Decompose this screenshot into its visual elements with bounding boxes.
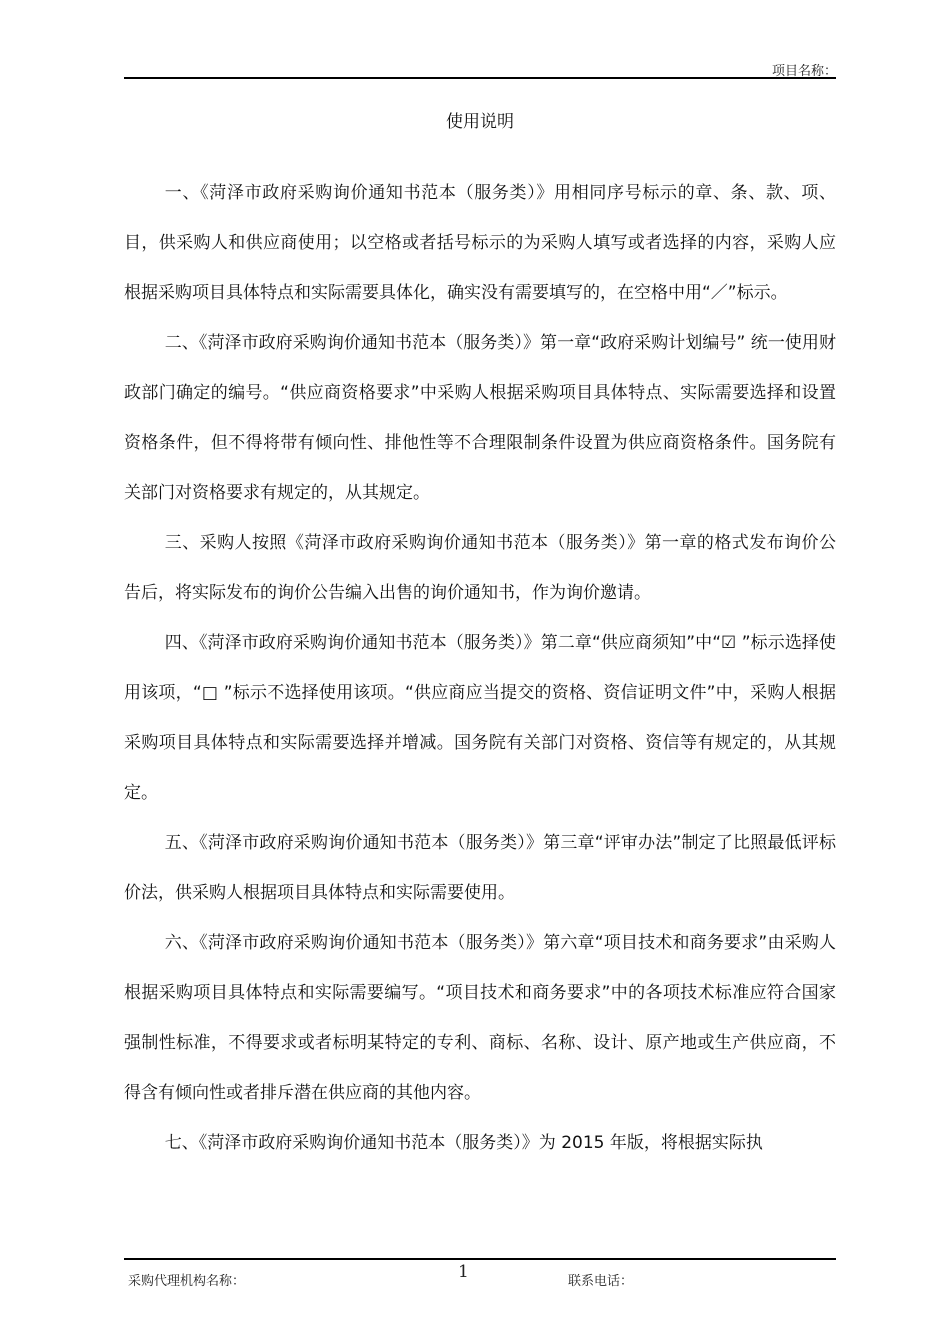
footer-phone-label: 联系电话： [568,1274,634,1289]
footer-agency-label: 采购代理机构名称： [128,1274,246,1289]
page-number: 1 [458,1262,469,1282]
footer-divider [124,1258,836,1260]
page-title: 使用说明 [446,112,514,132]
paragraph-6: 六、《菏泽市政府采购询价通知书范本（服务类）》第六章“项目技术和商务要求”由采购人根据采购项目具体特点和实际需要编写。“项目技术和商务要求”中的各项技术标准应符合国家强制性标准，不得要求或者标明某特定的专利、商标、名称、设计、原产地或生产供应商，不得含有倾向性或者排斥潜在供应商的其他内容。 [124,933,836,1103]
paragraph-2: 二、《菏泽市政府采购询价通知书范本（服务类）》第一章“政府采购计划编号” 统一使用财政部门确定的编号。“供应商资格要求”中采购人根据采购项目具体特点、实际需要选择和设置资格条件，但不得将带有倾向性、排他性等不合理限制条件设置为供应商资格条件。国务院有关部门对资格要求有规定的，从其规定。 [124,333,836,503]
header-divider [124,77,836,79]
body-content [124,168,836,1168]
paragraph-5: 五、《菏泽市政府采购询价通知书范本（服务类）》第三章“评审办法”制定了比照最低评标价法，供采购人根据项目具体特点和实际需要使用。 [124,833,836,903]
header-project-name-label: 项目名称： [771,64,837,79]
paragraph-7: 七、《菏泽市政府采购询价通知书范本（服务类）》为 2015 年版，将根据实际执 [164,1133,763,1153]
paragraph-1: 一、《菏泽市政府采购询价通知书范本（服务类）》用相同序号标示的章、条、款、项、目，供采购人和供应商使用；以空格或者括号标示的为采购人填写或者选择的内容，采购人应根据采购项目具体特点和实际需要具体化，确实没有需要填写的，在空格中用“／”标示。 [124,183,836,303]
paragraph-3: 三、采购人按照《菏泽市政府采购询价通知书范本（服务类）》第一章的格式发布询价公告后，将实际发布的询价公告编入出售的询价通知书，作为询价邀请。 [124,533,836,603]
paragraph-4: 四、《菏泽市政府采购询价通知书范本（服务类）》第二章“供应商须知”中“☑ ”标示选择使用该项，“□ ”标示不选择使用该项。“供应商应当提交的资格、资信证明文件”中，采购人根据采购项目具体特点和实际需要选择并增减。国务院有关部门对资格、资信等有规定的，从其规定。 [124,633,836,803]
